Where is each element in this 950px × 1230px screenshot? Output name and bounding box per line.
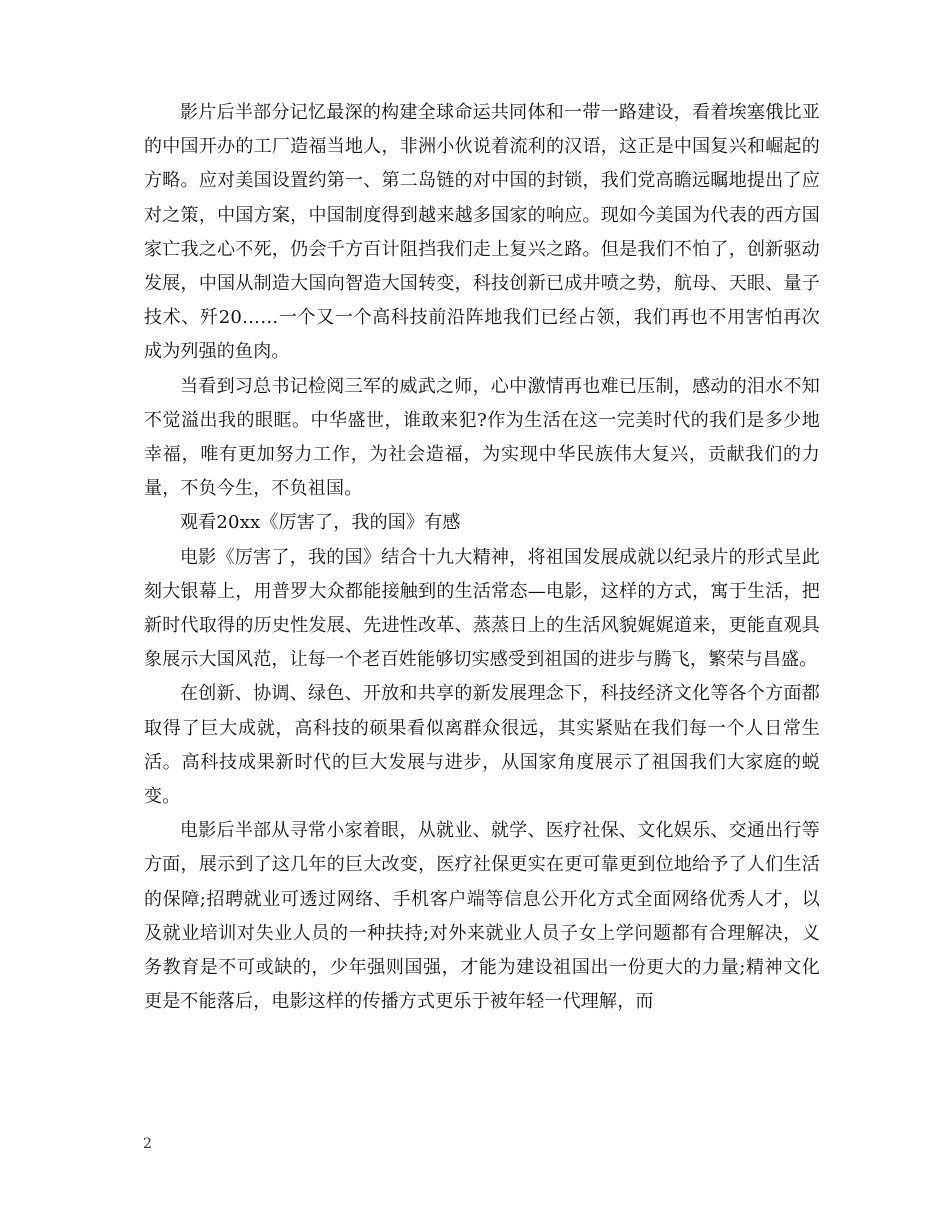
paragraph-belt-and-road: 影片后半部分记忆最深的构建全球命运共同体和一带一路建设，看着埃塞俄比亚的中国开办的工厂造福当地人，非洲小伙说着流利的汉语，这正是中国复兴和崛起的方略。应对美国设置约第一、第二岛链的对中国的封锁，我们党高瞻远瞩地提出了应对之策，中国方案，中国制度得到越来越多国家的响应。现如今美国为代表的西方国家亡我之心不死，仍会千方百计阻挡我们走上复兴之路。但是我们不怕了，创新驱动发展，中国从制造大国向智造大国转变，科技创新已成井喷之势，航母、天眼、量子技术、歼20……一个又一个高科技前沿阵地我们已经占领，我们再也不用害怕再次成为列强的鱼肉。 xyxy=(144,102,820,363)
paragraph-military-review: 当看到习总书记检阅三军的威武之师，心中激情再也难已压制，感动的泪水不知不觉溢出我的眼眶。中华盛世，谁敢来犯?作为生活在这一完美时代的我们是多少地幸福，唯有更加努力工作，为社会造福，为实现中华民族伟大复兴，贡献我们的力量，不负今生，不负祖国。 xyxy=(144,375,820,500)
paragraph-daily-life: 电影后半部从寻常小家着眼，从就业、就学、医疗社保、文化娱乐、交通出行等方面，展示到了这几年的巨大改变，医疗社保更实在更可靠更到位地给予了人们生活的保障;招聘就业可透过网络、手机客户端等信息公开化方式全面网络优秀人才，以及就业培训对失业人员的一种扶持;对外来就业人员子女上学问题都有合理解决，义务教育是不可或缺的，少年强则国强，才能为建设祖国出一份更大的力量;精神文化更是不能落后，电影这样的传播方式更乐于被年轻一代理解，而 xyxy=(144,820,820,1013)
paragraph-film-intro: 电影《厉害了，我的国》结合十九大精神，将祖国发展成就以纪录片的形式呈此刻大银幕上，用普罗大众都能接触到的生活常态—电影，这样的方式，寓于生活，把新时代取得的历史性发展、先进性改革、蒸蒸日上的生活风貌娓娓道来，更能直观具象展示大国风范，让每一个老百姓能够切实感受到祖国的进步与腾飞，繁荣与昌盛。 xyxy=(144,546,820,671)
page-number: 2 xyxy=(143,1136,152,1152)
paragraph-development-concept: 在创新、协调、绿色、开放和共享的新发展理念下，科技经济文化等各个方面都取得了巨大成就，高科技的硕果看似离群众很远，其实紧贴在我们每一个人日常生活。高科技成果新时代的巨大发展与进步，从国家角度展示了祖国我们大家庭的蜕变。 xyxy=(144,683,820,808)
document-body xyxy=(144,96,820,1019)
section-heading: 观看20xx《厉害了，我的国》有感 xyxy=(180,512,461,534)
